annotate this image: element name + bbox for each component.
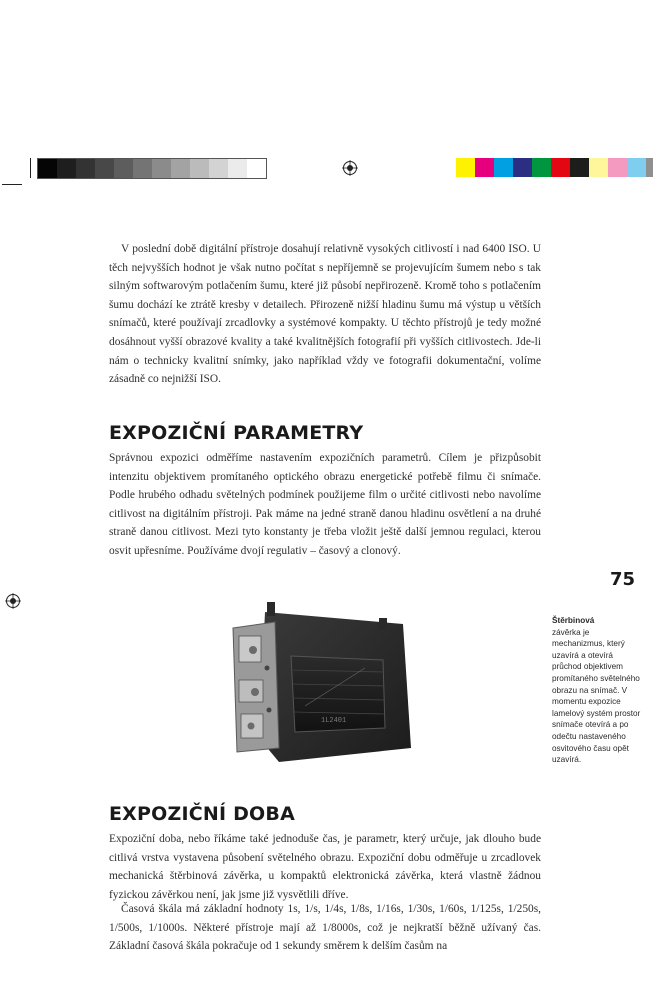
color-swatch xyxy=(494,158,513,177)
grayscale-calibration-bar xyxy=(37,158,267,179)
grayscale-swatch xyxy=(95,159,114,178)
grayscale-swatch xyxy=(190,159,209,178)
grayscale-swatch xyxy=(57,159,76,178)
color-swatch xyxy=(551,158,570,177)
shutter-unit-photo xyxy=(225,598,415,770)
color-calibration-bar xyxy=(456,158,653,177)
grayscale-swatch xyxy=(76,159,95,178)
grayscale-swatch xyxy=(228,159,247,178)
color-swatch xyxy=(646,158,653,177)
caption-title: Štěrbinová xyxy=(552,616,595,625)
grayscale-swatch xyxy=(38,159,57,178)
registration-target-icon xyxy=(342,160,358,176)
body-paragraph: Expoziční doba, nebo říkáme také jednoduše čas, je parametr, který určuje, jak dlouho bude citlivá vrstva vystavena působení světelného obrazu. Expoziční dobu odměřuje u zrcadlovek mechanická štěrbinová závěrka, u kompaktů elektronická závěrka, která vlastně žádnou fyzickou závěrkou není, jak jsme již vysvětlili dříve. xyxy=(109,833,541,901)
grayscale-swatch xyxy=(152,159,171,178)
grayscale-swatch xyxy=(171,159,190,178)
color-swatch xyxy=(570,158,589,177)
grayscale-swatch xyxy=(133,159,152,178)
shutter-part-label: 1L2401 xyxy=(321,717,347,725)
figure-caption xyxy=(552,615,644,766)
section-heading: EXPOZIČNÍ DOBA xyxy=(109,803,295,825)
color-swatch xyxy=(589,158,608,177)
body-paragraph: V poslední době digitální přístroje dosahují relativně vysokých citlivostí i nad 6400 ISO. U těch nejvyšších hodnot je však nutno počítat s nepříjemně se projevujícím šumem nebo s tak silným softwarovým potlačením šumu, které již působí nepřirozeně. Kromě toho s potlačením šumu dochází ke ztrátě kresby v detailech. Přirozeně nižší hladinu šumu má výstup u větších snímačů, které používají zrcadlovky a systémové kompakty. U těchto přístrojů je tedy možné dosáhnout vyšší obrazové kvality a také kvalitnějších fotografií při vyšších citlivostech. Jde-li nám o technicky kvalitní snímky, jako například vždy ve fotografii dokumentační, volíme zásadně co nejnižší ISO. xyxy=(109,243,541,386)
body-paragraph: Správnou expozici odměříme nastavením expozičních parametrů. Cílem je přizpůsobit intenzitu objektivem promítaného optického obrazu energetické potřebě filmu či snímače. Podle hrubého odhadu světelných podmínek použijeme film o určité citlivosti nebo navolíme citlivost na digitálním přístroji. Pak máme na jedné straně danou hladinu osvětlení a na druhé straně danou citlivost. Mezi tyto konstanty je třeba vložit ještě další jemnou regulaci, kterou osvit upřesníme. Používáme dvojí regulativ – časový a clonový. xyxy=(109,452,541,557)
crop-mark xyxy=(2,184,22,185)
color-swatch xyxy=(532,158,551,177)
grayscale-swatch xyxy=(209,159,228,178)
grayscale-swatch xyxy=(114,159,133,178)
body-paragraph: Časová škála má základní hodnoty 1s, 1/s, 1/4s, 1/8s, 1/16s, 1/30s, 1/60s, 1/125s, 1/250s, 1/500s, 1/1000s. Některé přístroje mají až 1/8000s, což je nejkratší běžně užívaný čas. Základní časová škála pokračuje od 1 sekundy směrem k delším časům na xyxy=(109,903,541,953)
color-swatch xyxy=(608,158,627,177)
caption-text: závěrka je mechanizmus, který uzavírá a otevírá průchod objektivem promítaného světelného obrazu na snímač. V momentu expozice lamelový systém prostor snímače otevírá a po odečtu nastaveného osvitového času opět uzavírá. xyxy=(552,627,641,765)
color-swatch xyxy=(513,158,532,177)
color-swatch xyxy=(627,158,646,177)
crop-mark xyxy=(30,158,31,178)
registration-target-icon xyxy=(5,593,21,609)
page-number: 75 xyxy=(610,569,636,590)
color-swatch xyxy=(475,158,494,177)
grayscale-swatch xyxy=(247,159,266,178)
section-heading: EXPOZIČNÍ PARAMETRY xyxy=(109,422,364,444)
color-swatch xyxy=(456,158,475,177)
